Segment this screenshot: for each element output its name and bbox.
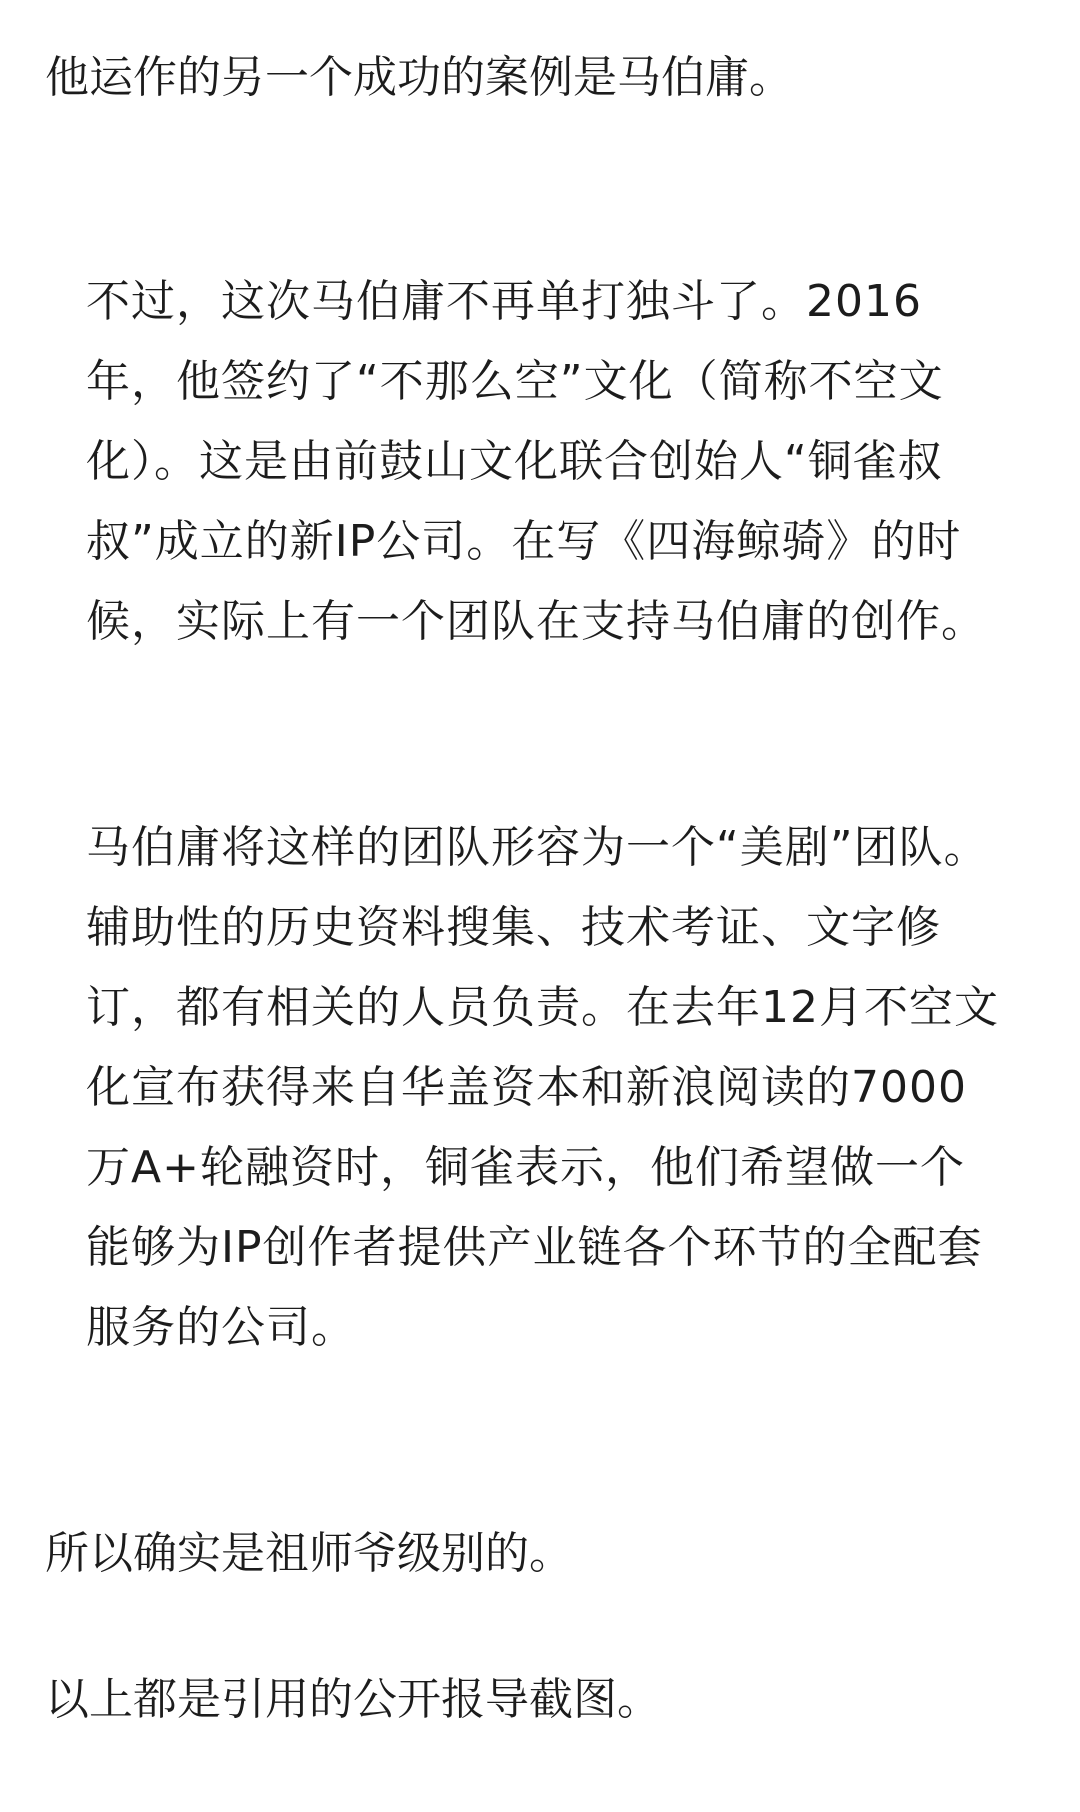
intro-paragraph: 他运作的另一个成功的案例是马伯庸。 bbox=[45, 52, 793, 103]
conclusion-paragraph: 所以确实是祖师爷级别的。 bbox=[45, 1528, 573, 1579]
source-note: 以上都是引用的公开报导截图。 bbox=[45, 1674, 661, 1725]
quote-paragraph: 不过，这次马伯庸不再单打独斗了。2016年，他签约了“不那么空”文化（简称不空文化）。这是由前鼓山文化联合创始人“铜雀叔叔”成立的新IP公司。在写《四海鲸骑》的时候，实际上有一个团队在支持马伯庸的创作。 bbox=[86, 276, 986, 647]
quote-paragraph: 马伯庸将这样的团队形容为一个“美剧”团队。辅助性的历史资料搜集、技术考证、文字修订，都有相关的人员负责。在去年12月不空文化宣布获得来自华盖资本和新浪阅读的7000万A+轮融资时，铜雀表示，他们希望做一个能够为IP创作者提供产业链各个环节的全配套服务的公司。 bbox=[86, 822, 999, 1353]
